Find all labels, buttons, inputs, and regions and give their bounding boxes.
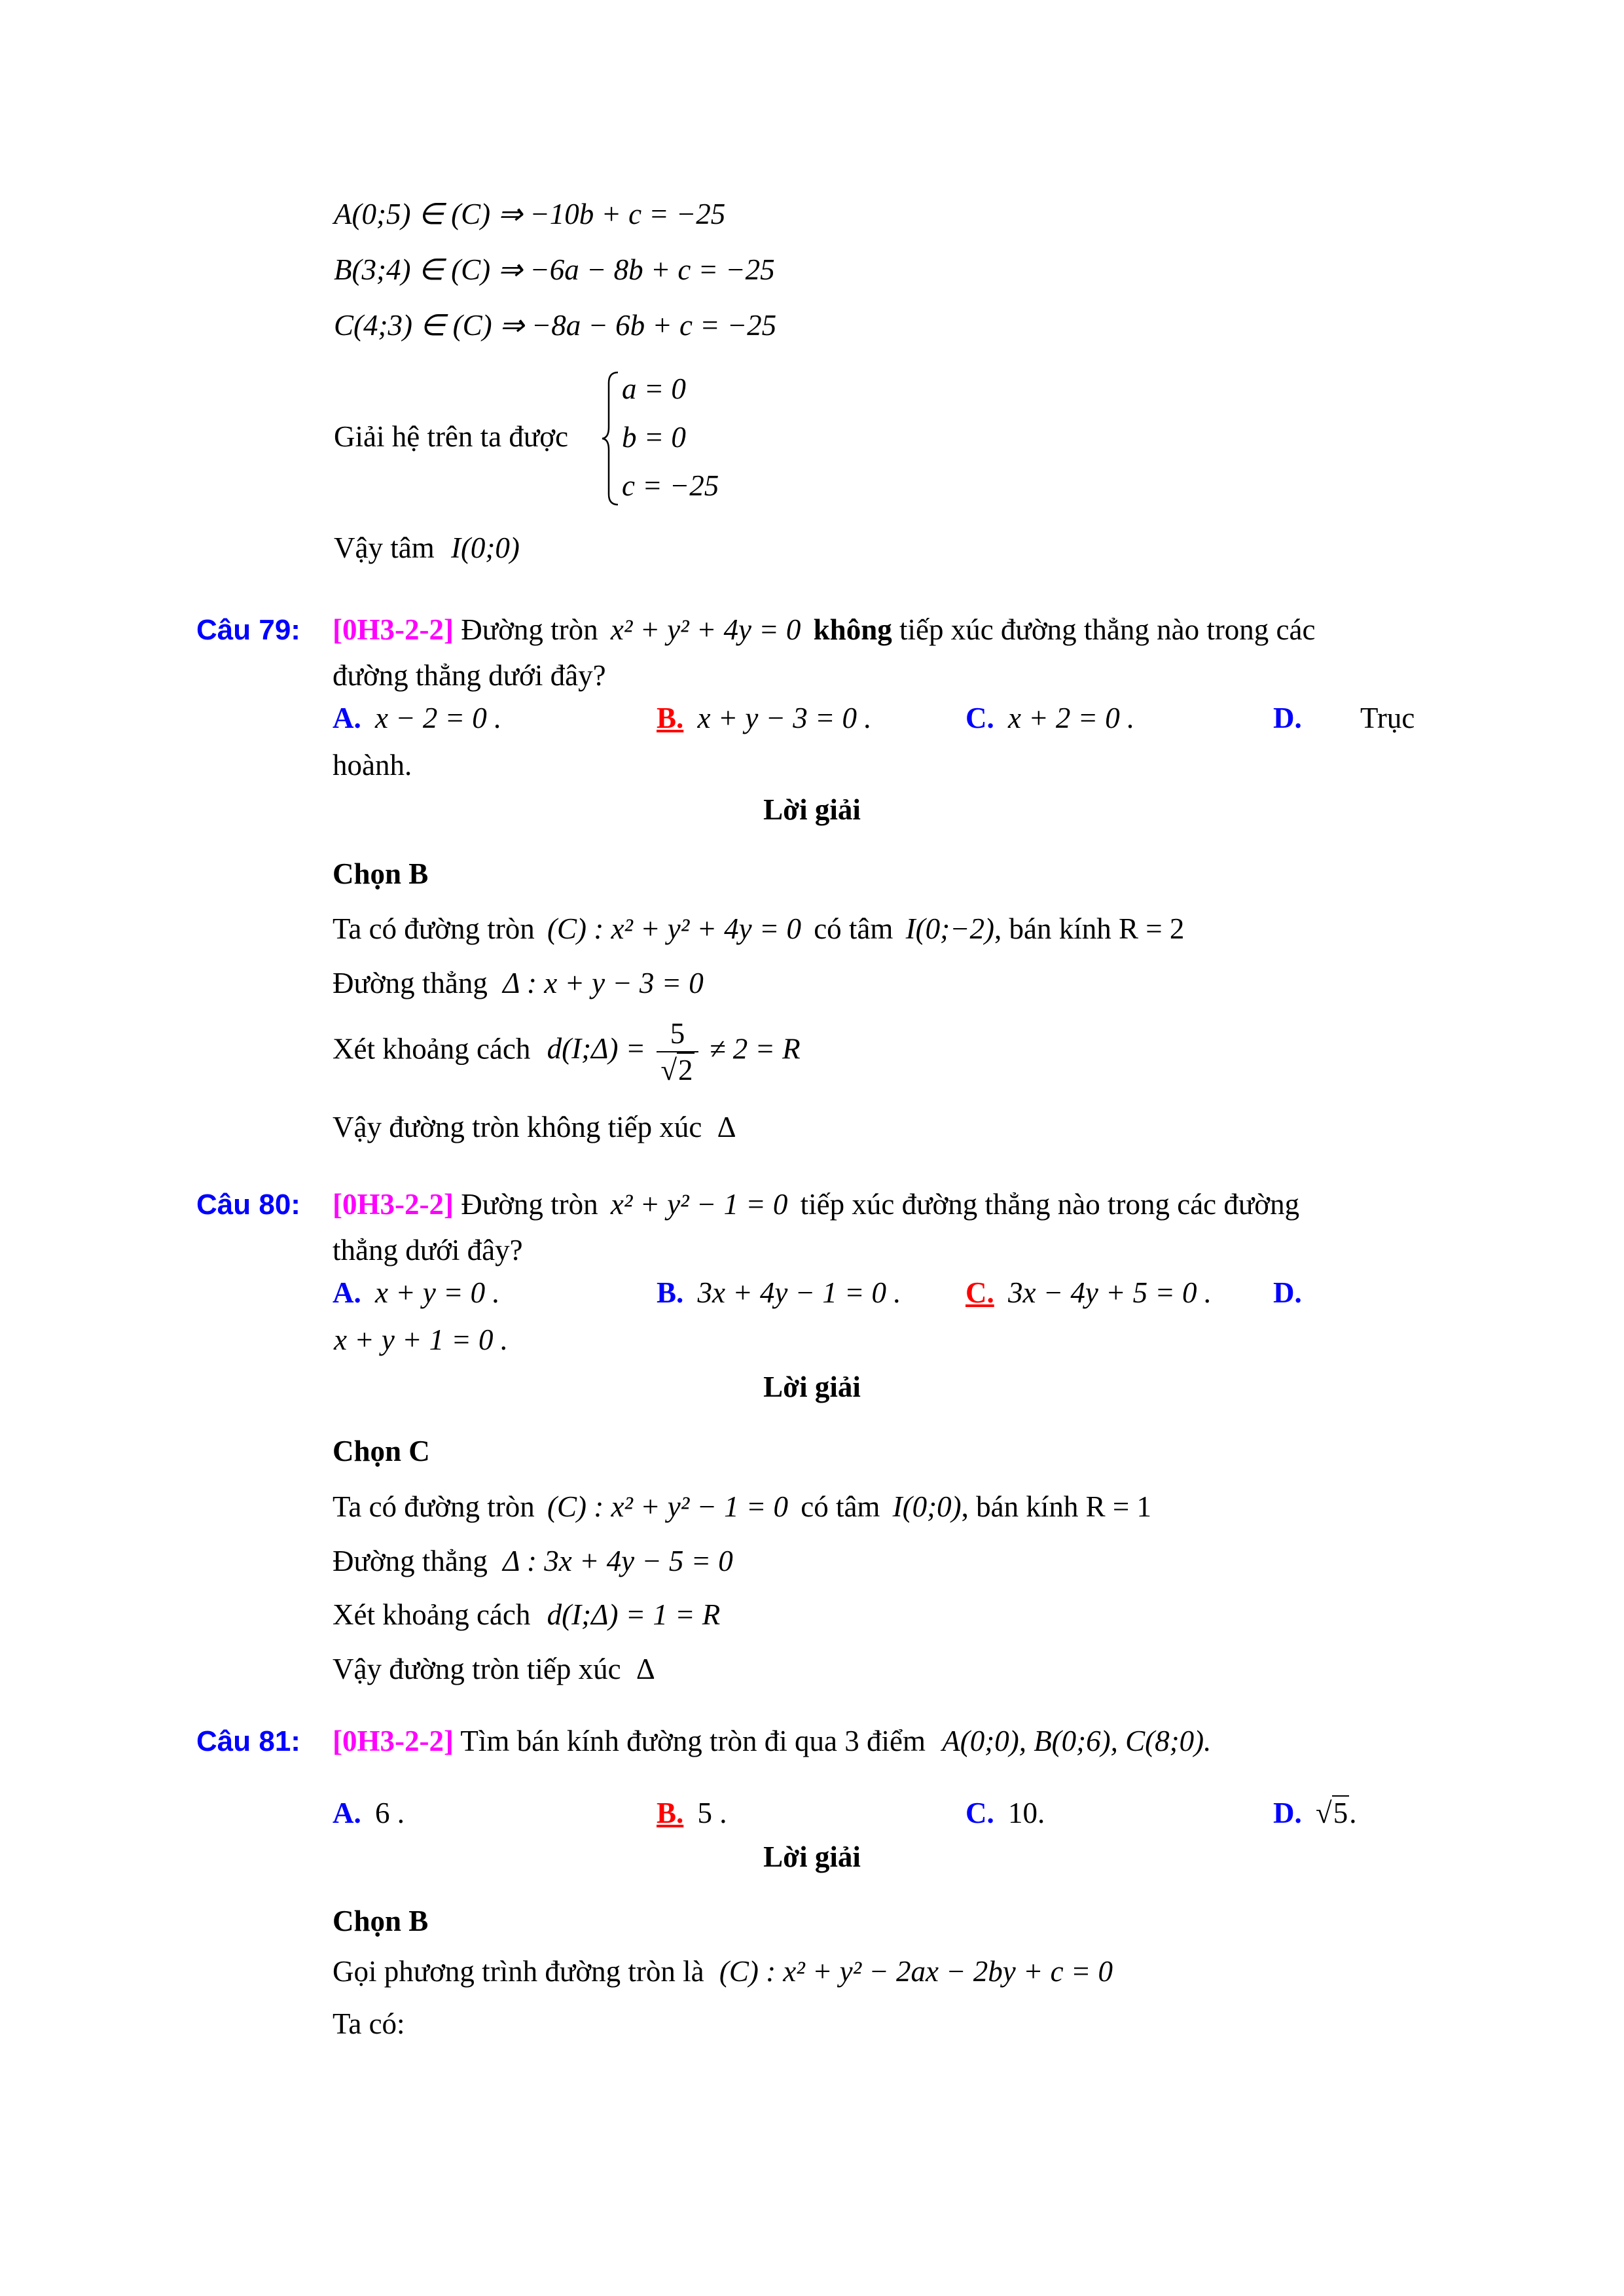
sqrt-icon: √5 [1316, 1797, 1348, 1829]
question-80-label: Câu 80: [196, 1189, 300, 1221]
intro-equation-a: A(0;5) ∈ (C) ⇒ −10b + c = −25 [334, 198, 726, 230]
question-79-equation: x² + y² + 4y = 0 [610, 613, 801, 646]
system-eq-3: c = −25 [622, 469, 719, 502]
q79-solution-line1: Ta có đường tròn (C) : x² + y² + 4y = 0 có tâm I(0;−2), bán kính R = 2 [333, 912, 1185, 945]
q81-solution-line1: Gọi phương trình đường tròn là (C) : x² + y² − 2ax − 2by + c = 0 [333, 1955, 1113, 1988]
conclusion-math: I(0;0) [450, 531, 520, 564]
intro-equation-b: B(3;4) ∈ (C) ⇒ −6a − 8b + c = −25 [334, 253, 775, 286]
q80-solution-line1: Ta có đường tròn (C) : x² + y² − 1 = 0 có tâm I(0;0), bán kính R = 1 [333, 1490, 1151, 1523]
question-79-text: [0H3-2-2] Đường tròn x² + y² + 4y = 0 không tiếp xúc đường thẳng nào trong các [333, 613, 1316, 646]
system-eq-2: b = 0 [622, 421, 686, 454]
q80-solution-title: Lời giải [763, 1371, 861, 1403]
q79-solution-line3: Xét khoảng cách d(I;Δ) = $\frac{5}{√2}$ ≠ 2 = R [333, 1017, 801, 1086]
q79-solution-line4: Vậy đường tròn không tiếp xúc Δ [333, 1111, 736, 1143]
q81-option-d[interactable]: D. √5. [1273, 1797, 1357, 1829]
q81-choice: Chọn B [333, 1905, 429, 1937]
q80-choice: Chọn C [333, 1435, 430, 1467]
question-79-label: Câu 79: [196, 614, 300, 646]
q79-solution-line2: Đường thẳng Δ : x + y − 3 = 0 [333, 967, 704, 999]
q79-option-c[interactable]: C. x + 2 = 0 . [965, 702, 1135, 734]
question-80-text: [0H3-2-2] Đường tròn x² + y² − 1 = 0 tiếp xúc đường thẳng nào trong các đường [333, 1188, 1300, 1221]
q80-solution-line3: Xét khoảng cách d(I;Δ) = 1 = R [333, 1598, 721, 1631]
system-brace-icon [601, 370, 621, 507]
question-81-code: [0H3-2-2] [333, 1725, 454, 1757]
question-81-text: [0H3-2-2] Tìm bán kính đường tròn đi qua 3 điểm A(0;0), B(0;6), C(8;0). [333, 1725, 1212, 1757]
q80-option-c[interactable]: C. 3x − 4y + 5 = 0 . [965, 1276, 1212, 1309]
q80-option-b[interactable]: B. 3x + 4y − 1 = 0 . [657, 1276, 901, 1309]
question-79-code: [0H3-2-2] [333, 613, 454, 646]
q80-solution-line4: Vậy đường tròn tiếp xúc Δ [333, 1653, 655, 1685]
q79-option-a[interactable]: A. x − 2 = 0 . [333, 702, 502, 734]
conclusion-text: Vậy tâm [334, 531, 435, 564]
q79-solution-title: Lời giải [763, 793, 861, 826]
q81-solution-title: Lời giải [763, 1840, 861, 1873]
question-80-text-line2: thẳng dưới đây? [333, 1234, 523, 1266]
question-80-code: [0H3-2-2] [333, 1188, 454, 1221]
distance-fraction: $\frac{5}{√2}$ [657, 1016, 698, 1088]
q79-option-b[interactable]: B. x + y − 3 = 0 . [657, 702, 872, 734]
question-80-equation: x² + y² − 1 = 0 [610, 1188, 788, 1221]
system-eq-1: a = 0 [622, 372, 686, 405]
q79-option-d-continuation: hoành. [333, 749, 412, 781]
intro-solve-text: Giải hệ trên ta được [334, 420, 569, 453]
intro-equation-c: C(4;3) ∈ (C) ⇒ −8a − 6b + c = −25 [334, 309, 777, 342]
question-79-text-line2: đường thẳng dưới đây? [333, 659, 606, 692]
q81-option-a[interactable]: A. 6 . [333, 1797, 405, 1829]
question-81-points: A(0;0), B(0;6), C(8;0). [942, 1725, 1212, 1757]
q79-option-d[interactable]: D. Trục [1273, 702, 1415, 734]
q81-option-c[interactable]: C. 10. [965, 1797, 1045, 1829]
question-81-label: Câu 81: [196, 1725, 300, 1757]
q79-choice: Chọn B [333, 857, 429, 890]
q80-option-d-continuation: x + y + 1 = 0 . [334, 1323, 509, 1356]
q81-option-b[interactable]: B. 5 . [657, 1797, 727, 1829]
q80-solution-line2: Đường thẳng Δ : 3x + 4y − 5 = 0 [333, 1545, 733, 1577]
intro-conclusion [334, 530, 520, 565]
q81-solution-line2: Ta có: [333, 2007, 405, 2040]
q80-option-a[interactable]: A. x + y = 0 . [333, 1276, 500, 1309]
q80-option-d[interactable]: D. [1273, 1276, 1302, 1309]
